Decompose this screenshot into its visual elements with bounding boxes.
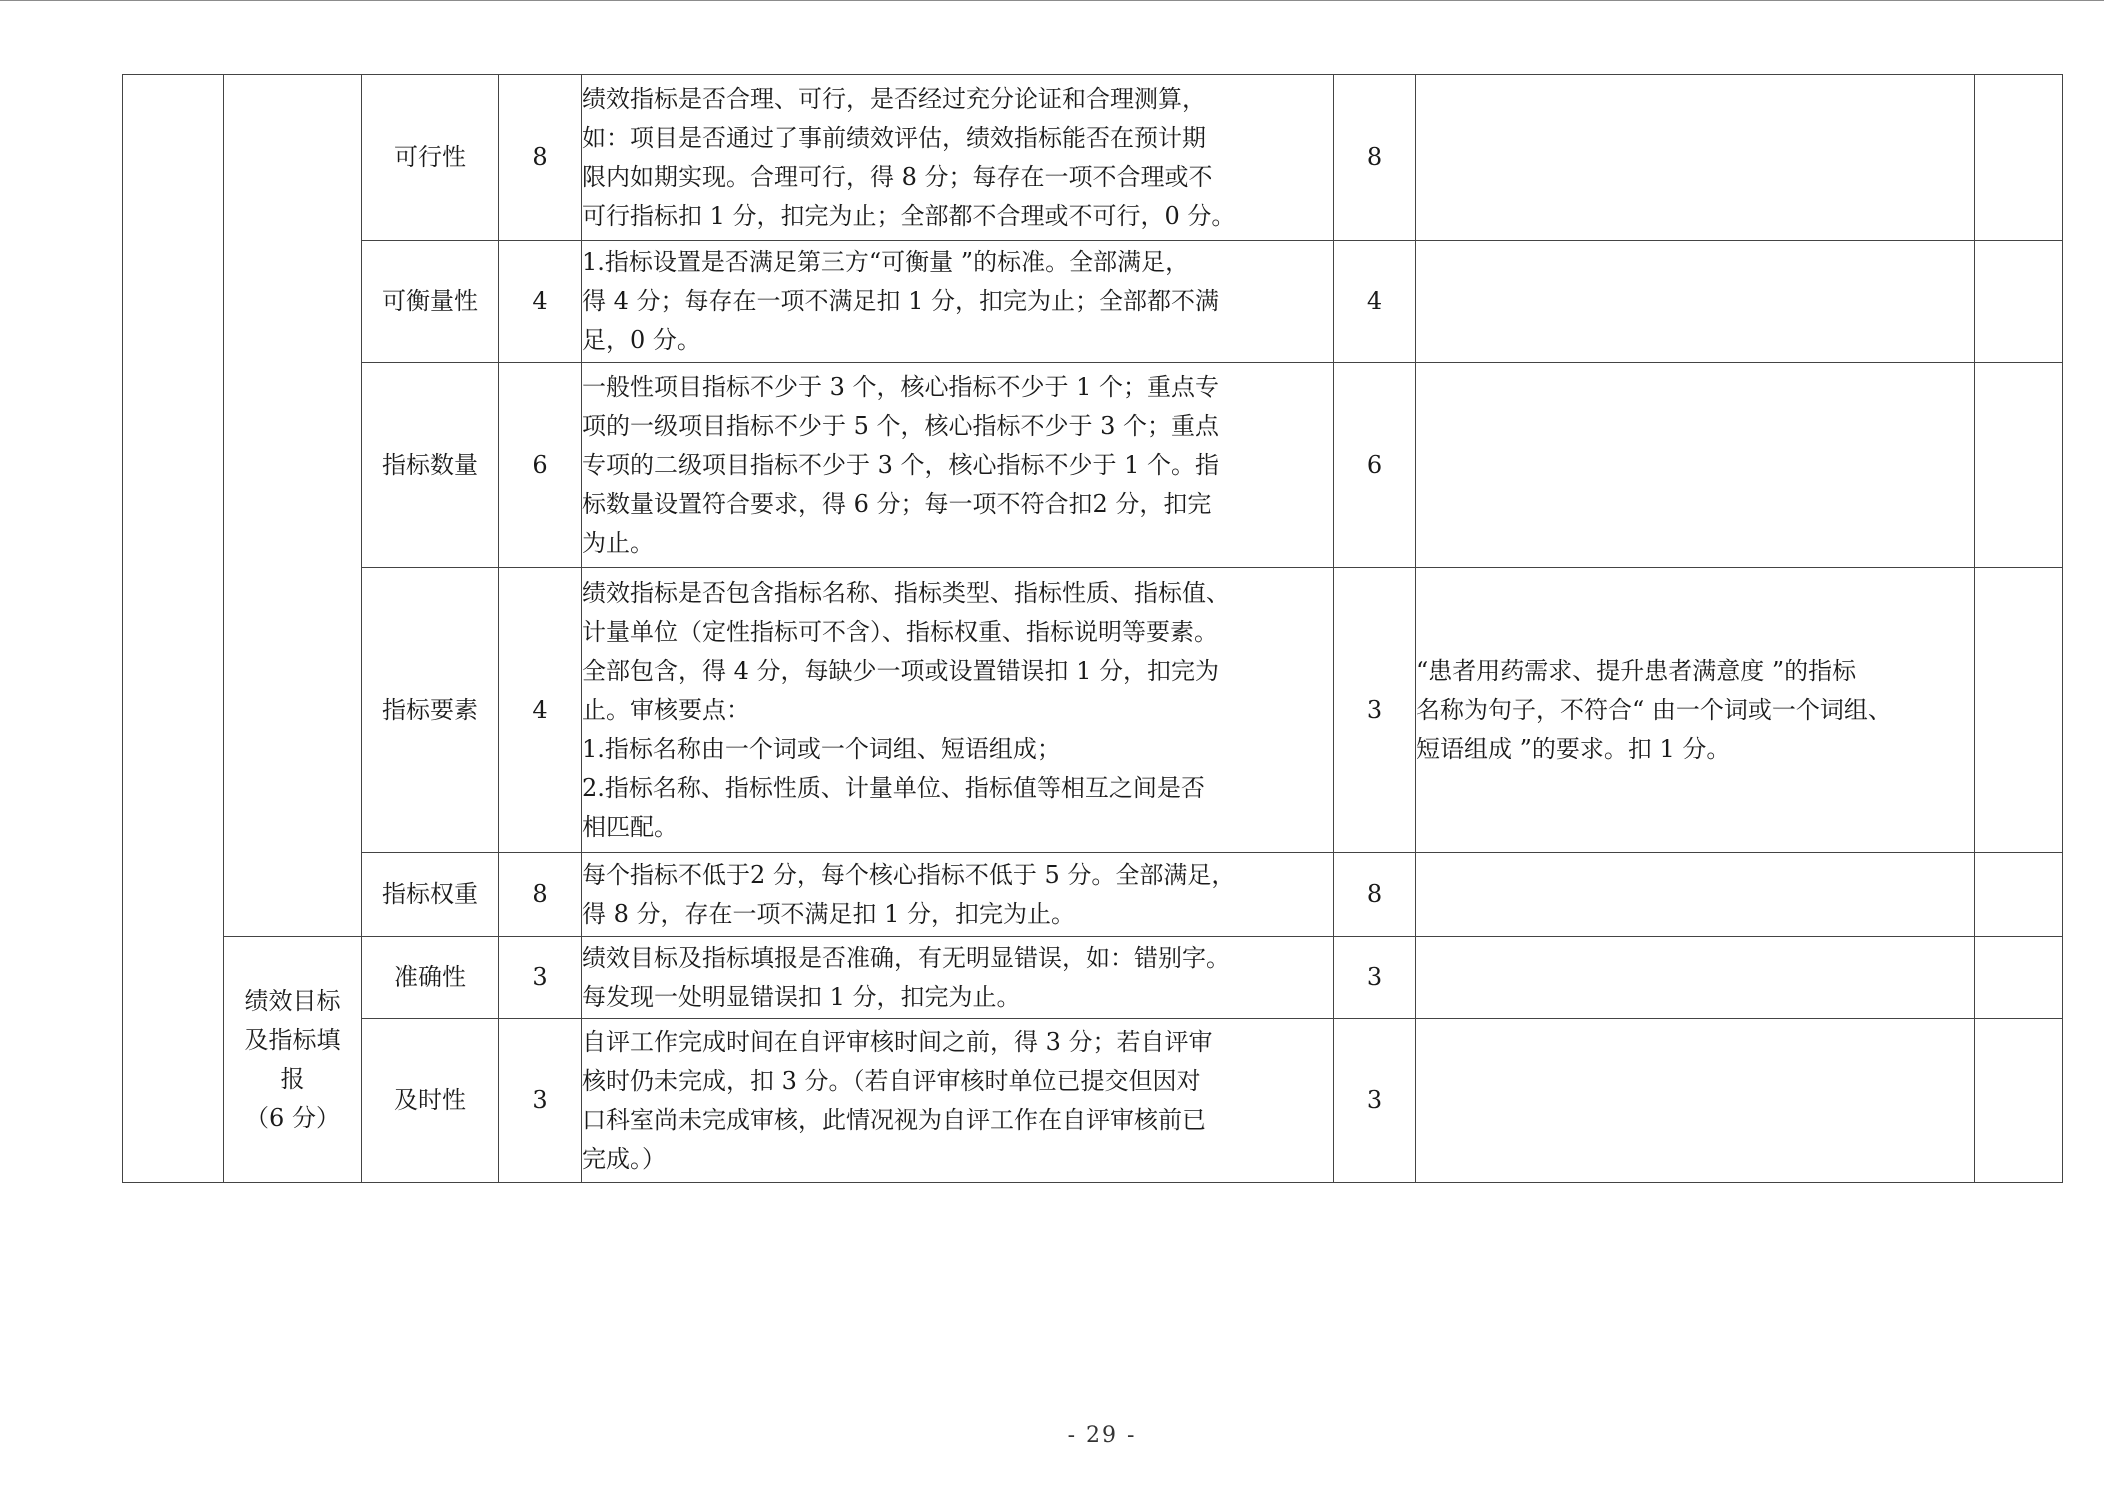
remark-cell (1975, 853, 2063, 937)
note-line: “患者用药需求、提升患者满意度 ”的指标 (1416, 656, 1857, 685)
criteria-line: 得 8 分，存在一项不满足扣 1 分，扣完为止。 (582, 899, 1076, 928)
criteria-line: 项的一级项目指标不少于 5 个，核心指标不少于 3 个；重点 (582, 411, 1220, 440)
category-line: 报 (280, 1064, 305, 1093)
score-cell: 8 (1334, 853, 1416, 937)
criteria-line: 专项的二级项目指标不少于 3 个，核心指标不少于 1 个。指 (582, 450, 1220, 479)
criteria-cell (582, 937, 1334, 1019)
criteria-cell (582, 1019, 1334, 1183)
remark-cell (1975, 937, 2063, 1019)
remark-cell (1975, 363, 2063, 568)
criteria-cell (582, 363, 1334, 568)
table-row (123, 363, 2063, 568)
criteria-line: 标数量设置符合要求，得 6 分；每一项不符合扣2 分，扣完 (582, 489, 1212, 518)
remark-cell (1975, 568, 2063, 853)
table-row (123, 937, 2063, 1019)
note-line: 名称为句子，不符合“ 由一个词或一个词组、 (1416, 695, 1892, 724)
criteria-line: 如：项目是否通过了事前绩效评估，绩效指标能否在预计期 (582, 123, 1206, 152)
remark-cell (1975, 1019, 2063, 1183)
table-row (123, 1019, 2063, 1183)
note-cell (1416, 363, 1975, 568)
criteria-line: 一般性项目指标不少于 3 个，核心指标不少于 1 个；重点专 (582, 372, 1220, 401)
top-border-line (0, 0, 2104, 1)
criteria-line: 得 4 分；每存在一项不满足扣 1 分，扣完为止；全部都不满 (582, 287, 1220, 315)
criteria-line: 1.指标设置是否满足第三方“可衡量 ”的标准。全部满足， (582, 248, 1190, 276)
criteria-line: 足，0 分。 (582, 326, 701, 354)
criteria-line: 每个指标不低于2 分，每个核心指标不低于 5 分。全部满足， (582, 860, 1236, 889)
criteria-line: 完成。） (582, 1144, 666, 1173)
note-line: 短语组成 ”的要求。扣 1 分。 (1416, 734, 1731, 763)
remark-cell (1975, 75, 2063, 241)
criteria-line: 1.指标名称由一个词或一个词组、短语组成； (582, 734, 1061, 763)
indicator-cell: 准确性 (362, 937, 499, 1019)
criteria-line: 全部包含，得 4 分，每缺少一项或设置错误扣 1 分，扣完为 (582, 656, 1220, 685)
table-row (123, 241, 2063, 363)
score-cell: 4 (1334, 241, 1416, 363)
table-row (123, 75, 2063, 241)
weight-cell: 8 (499, 853, 582, 937)
note-cell (1416, 937, 1975, 1019)
category-line: 及指标填 (244, 1025, 341, 1054)
criteria-cell (582, 853, 1334, 937)
score-cell: 3 (1334, 1019, 1416, 1183)
category-cell-fill (224, 937, 362, 1183)
page-number: - 29 - (1067, 1423, 1137, 1448)
table-row (123, 853, 2063, 937)
score-cell: 3 (1334, 568, 1416, 853)
weight-cell: 3 (499, 937, 582, 1019)
note-cell (1416, 1019, 1975, 1183)
weight-cell: 3 (499, 1019, 582, 1183)
criteria-cell (582, 75, 1334, 241)
criteria-cell (582, 241, 1334, 363)
criteria-line: 2.指标名称、指标性质、计量单位、指标值等相互之间是否 (582, 773, 1205, 802)
note-cell (1416, 568, 1975, 853)
criteria-cell (582, 568, 1334, 853)
criteria-line: 绩效指标是否包含指标名称、指标类型、指标性质、指标值、 (582, 578, 1230, 607)
note-cell (1416, 75, 1975, 241)
table-row (123, 568, 2063, 853)
criteria-line: 可行指标扣 1 分，扣完为止；全部都不合理或不可行，0 分。 (582, 201, 1236, 230)
note-cell (1416, 241, 1975, 363)
weight-cell: 8 (499, 75, 582, 241)
indicator-cell: 指标权重 (362, 853, 499, 937)
indicator-cell: 可行性 (362, 75, 499, 241)
criteria-line: 核时仍未完成，扣 3 分。（若自评审核时单位已提交但因对 (582, 1066, 1201, 1095)
criteria-line: 绩效指标是否合理、可行，是否经过充分论证和合理测算， (582, 84, 1206, 113)
indicator-cell: 指标要素 (362, 568, 499, 853)
indicator-cell: 可衡量性 (362, 241, 499, 363)
level1-category-cell (123, 75, 224, 1183)
criteria-line: 相匹配。 (582, 812, 678, 841)
criteria-line: 限内如期实现。合理可行，得 8 分；每存在一项不合理或不 (582, 162, 1213, 191)
score-cell: 8 (1334, 75, 1416, 241)
category-line: （6 分） (245, 1103, 340, 1132)
weight-cell: 4 (499, 568, 582, 853)
criteria-line: 绩效目标及指标填报是否准确，有无明显错误，如：错别字。 (582, 943, 1230, 972)
criteria-line: 每发现一处明显错误扣 1 分，扣完为止。 (582, 982, 1021, 1011)
note-cell (1416, 853, 1975, 937)
evaluation-table (122, 74, 2063, 1183)
criteria-line: 口科室尚未完成审核，此情况视为自评工作在自评审核前已 (582, 1105, 1206, 1134)
score-cell: 3 (1334, 937, 1416, 1019)
score-cell: 6 (1334, 363, 1416, 568)
weight-cell: 4 (499, 241, 582, 363)
criteria-line: 计量单位（定性指标可不含）、指标权重、指标说明等要素。 (582, 617, 1218, 646)
criteria-line: 自评工作完成时间在自评审核时间之前，得 3 分；若自评审 (582, 1027, 1213, 1056)
weight-cell: 6 (499, 363, 582, 568)
level2-category-cell (224, 75, 362, 937)
remark-cell (1975, 241, 2063, 363)
criteria-line: 为止。 (582, 528, 654, 557)
indicator-cell: 指标数量 (362, 363, 499, 568)
category-line: 绩效目标 (244, 986, 341, 1015)
indicator-cell: 及时性 (362, 1019, 499, 1183)
criteria-line: 止。审核要点： (582, 695, 750, 724)
